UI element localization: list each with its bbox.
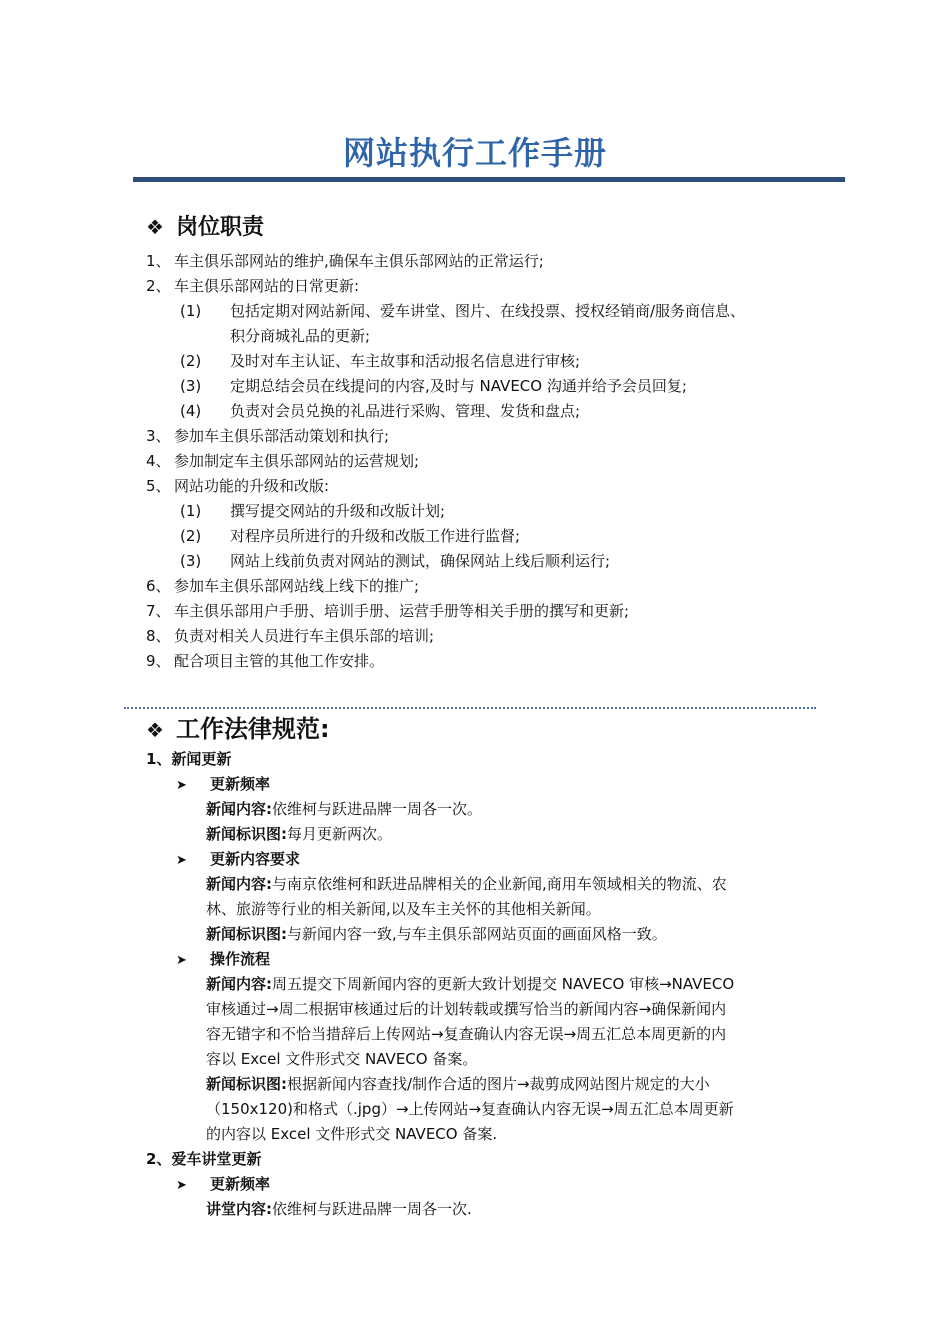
arrow-bullet-icon: ➤ [176, 778, 187, 793]
subsection-heading-car-lecture: 2、爱车讲堂更新 [146, 1150, 262, 1168]
paragraph-line: 审核通过→周二根据审核通过后的计划转载或撰写恰当的新闻内容→确保新闻内 [206, 1000, 727, 1018]
list-item: (4) 负责对会员兑换的礼品进行采购、管理、发货和盘点; [180, 402, 581, 420]
section-heading-duties [146, 210, 264, 241]
list-item: 3、 参加车主俱乐部活动策划和执行; [146, 427, 390, 445]
list-item: 9、 配合项目主管的其他工作安排。 [146, 652, 385, 670]
list-item: 1、 车主俱乐部网站的维护,确保车主俱乐部网站的正常运行; [146, 252, 544, 270]
list-item: 2、 车主俱乐部网站的日常更新: [146, 277, 360, 295]
section-heading-text: 岗位职责 [176, 215, 265, 240]
section-heading-norms [146, 709, 330, 744]
arrow-bullet-icon: ➤ [176, 953, 187, 968]
list-item: (2) 对程序员所进行的升级和改版工作进行监督; [180, 527, 521, 545]
title-underline [133, 177, 845, 182]
bullet-heading: ➤ 操作流程 [176, 947, 270, 972]
paragraph-line: 新闻标识图:与新闻内容一致,与车主俱乐部网站页面的画面风格一致。 [206, 925, 667, 943]
list-item: (3) 定期总结会员在线提问的内容,及时与 NAVECO 沟通并给予会员回复; [180, 377, 687, 395]
section-heading-text: 工作法律规范: [176, 715, 330, 743]
list-item: (3) 网站上线前负责对网站的测试，确保网站上线后顺利运行; [180, 552, 611, 570]
paragraph-line: 新闻标识图:每月更新两次。 [206, 825, 393, 843]
list-item: 7、 车主俱乐部用户手册、培训手册、运营手册等相关手册的撰写和更新; [146, 602, 630, 620]
paragraph-line: （150x120)和格式（.jpg）→上传网站→复查确认内容无误→周五汇总本周更新 [206, 1100, 734, 1118]
paragraph-line: 新闻内容:依维柯与跃进品牌一周各一次。 [206, 800, 483, 818]
paragraph-line: 容以 Excel 文件形式交 NAVECO 备案。 [206, 1050, 478, 1068]
list-item: (2) 及时对车主认证、车主故事和活动报名信息进行审核; [180, 352, 581, 370]
arrow-bullet-icon: ➤ [176, 1178, 187, 1193]
list-item: 6、 参加车主俱乐部网站线上线下的推广; [146, 577, 420, 595]
diamond-bullet-icon: ❖ [146, 215, 164, 239]
bullet-heading: ➤ 更新频率 [176, 772, 270, 797]
paragraph-line: 讲堂内容:依维柯与跃进品牌一周各一次. [206, 1200, 472, 1218]
bullet-heading: ➤ 更新频率 [176, 1172, 270, 1197]
list-item: (1) 撰写提交网站的升级和改版计划; [180, 502, 446, 520]
list-item: (1) 包括定期对网站新闻、爱车讲堂、图片、在线投票、授权经销商/服务商信息、 [180, 302, 746, 320]
subsection-heading-news: 1、新闻更新 [146, 750, 232, 768]
paragraph-line: 林、旅游等行业的相关新闻,以及车主关怀的其他相关新闻。 [206, 900, 601, 918]
list-item-continuation: 积分商城礼品的更新; [230, 327, 371, 345]
page-title: 网站执行工作手册 [342, 134, 607, 172]
paragraph-line: 新闻内容:周五提交下周新闻内容的更新大致计划提交 NAVECO 审核→NAVECO [206, 975, 735, 993]
paragraph-line: 新闻标识图:根据新闻内容查找/制作合适的图片→裁剪成网站图片规定的大小 [206, 1075, 710, 1093]
arrow-bullet-icon: ➤ [176, 853, 187, 868]
paragraph-line: 的内容以 Excel 文件形式交 NAVECO 备案. [206, 1125, 498, 1143]
list-item: 5、 网站功能的升级和改版: [146, 477, 330, 495]
list-item: 4、 参加制定车主俱乐部网站的运营规划; [146, 452, 420, 470]
diamond-bullet-icon: ❖ [146, 718, 164, 742]
bullet-heading: ➤ 更新内容要求 [176, 847, 300, 872]
paragraph-line: 新闻内容:与南京依维柯和跃进品牌相关的企业新闻,商用车领域相关的物流、农 [206, 875, 727, 893]
paragraph-line: 容无错字和不恰当措辞后上传网站→复查确认内容无误→周五汇总本周更新的内 [206, 1025, 727, 1043]
list-item: 8、 负责对相关人员进行车主俱乐部的培训; [146, 627, 435, 645]
